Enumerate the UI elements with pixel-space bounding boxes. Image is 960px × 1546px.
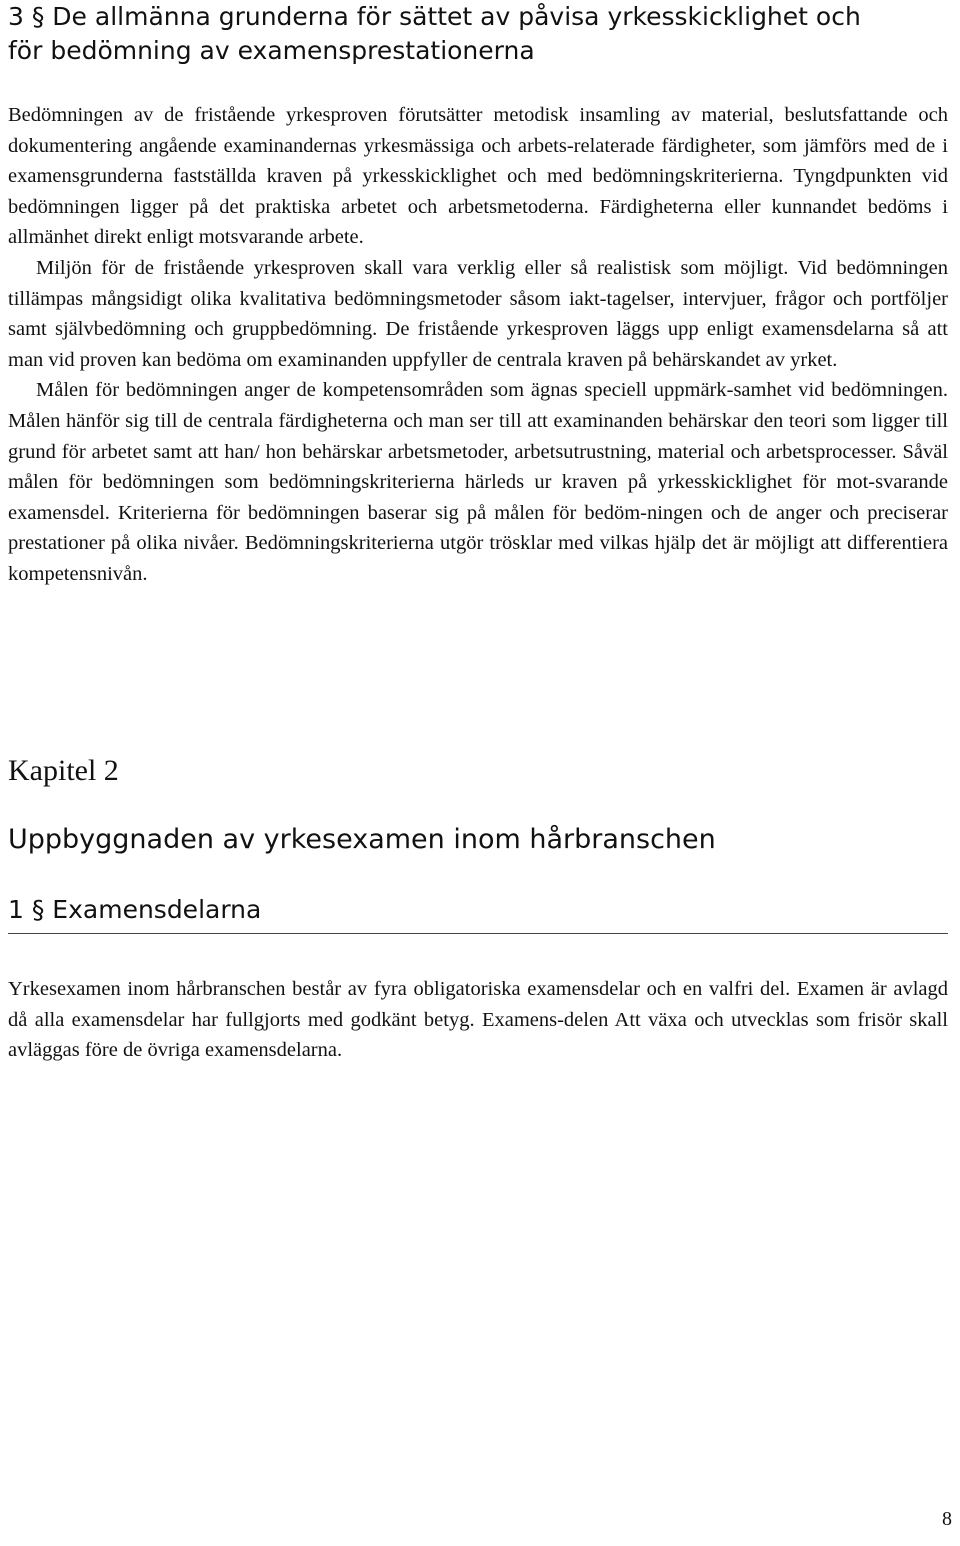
section-1-body [8, 974, 948, 1066]
section-3-heading [8, 0, 948, 68]
section-3-heading-line-1: 3 § De allmänna grunderna för sättet av påvisa yrkesskicklighet och [8, 2, 861, 31]
section-3-paragraph-1: Bedömningen av de fristående yrkesproven förutsätter metodisk insamling av material, beslutsfattande och dokumentering angående examinandernas yrkesmässiga och arbets-relaterade färdigheter, som jämförs med de i examensgrunderna fastställda kraven på yrkesskicklighet och med bedömningskriterierna. Tyngdpunkten vid bedömningen ligger på det praktiska arbetet och arbetsmetoderna. Färdigheterna eller kunnandet bedöms i allmänhet direkt enligt motsvarande arbete. [8, 104, 948, 249]
section-3-body [8, 100, 948, 590]
chapter-label: Kapitel 2 [8, 754, 119, 787]
section-3-heading-line-2: för bedömning av examensprestationerna [8, 36, 535, 65]
section-1-heading: 1 § Examensdelarna [8, 893, 948, 934]
section-3-paragraph-3: Målen för bedömningen anger de kompetensområden som ägnas speciell uppmärk-samhet vid bedömningen. Målen hänför sig till de centrala färdigheterna och man ser till att examinanden behärskar den teori som ligger till grund för arbetet samt att han/ hon behärskar arbetsmetoder, arbetsutrustning, material och arbetsprocesser. Såväl målen för bedömningen som bedömningskriterierna härleds ur kraven på yrkesskicklighet för mot-svarande examensdel. Kriterierna för bedömningen baserar sig på målen för bedöm-ningen och de anger och preciserar prestationer på olika nivåer. Bedömningskriterierna utgör trösklar med vilkas hjälp det är möjligt att differentiera kompetensnivån. [8, 379, 948, 585]
section-1-paragraph: Yrkesexamen inom hårbranschen består av fyra obligatoriska examensdelar och en valfri del. Examen är avlagd då alla examensdelar har fullgjorts med godkänt betyg. Examens-delen Att växa och utvecklas som frisör skall avläggas före de övriga examensdelarna. [8, 978, 948, 1062]
chapter-title: Uppbyggnaden av yrkesexamen inom hårbranschen [8, 824, 716, 855]
page-number: 8 [942, 1508, 952, 1530]
section-3-paragraph-2: Miljön för de fristående yrkesproven skall vara verklig eller så realistisk som möjligt. Vid bedömningen tillämpas mångsidigt olika kvalitativa bedömningsmetoder såsom iakt-tagelser, intervjuer, frågor och portföljer samt självbedömning och gruppbedömning. De fristående yrkesproven läggs upp enligt examensdelarna så att man vid proven kan bedöma om examinanden uppfyller de centrala kraven på behärskandet av yrket. [8, 256, 948, 371]
